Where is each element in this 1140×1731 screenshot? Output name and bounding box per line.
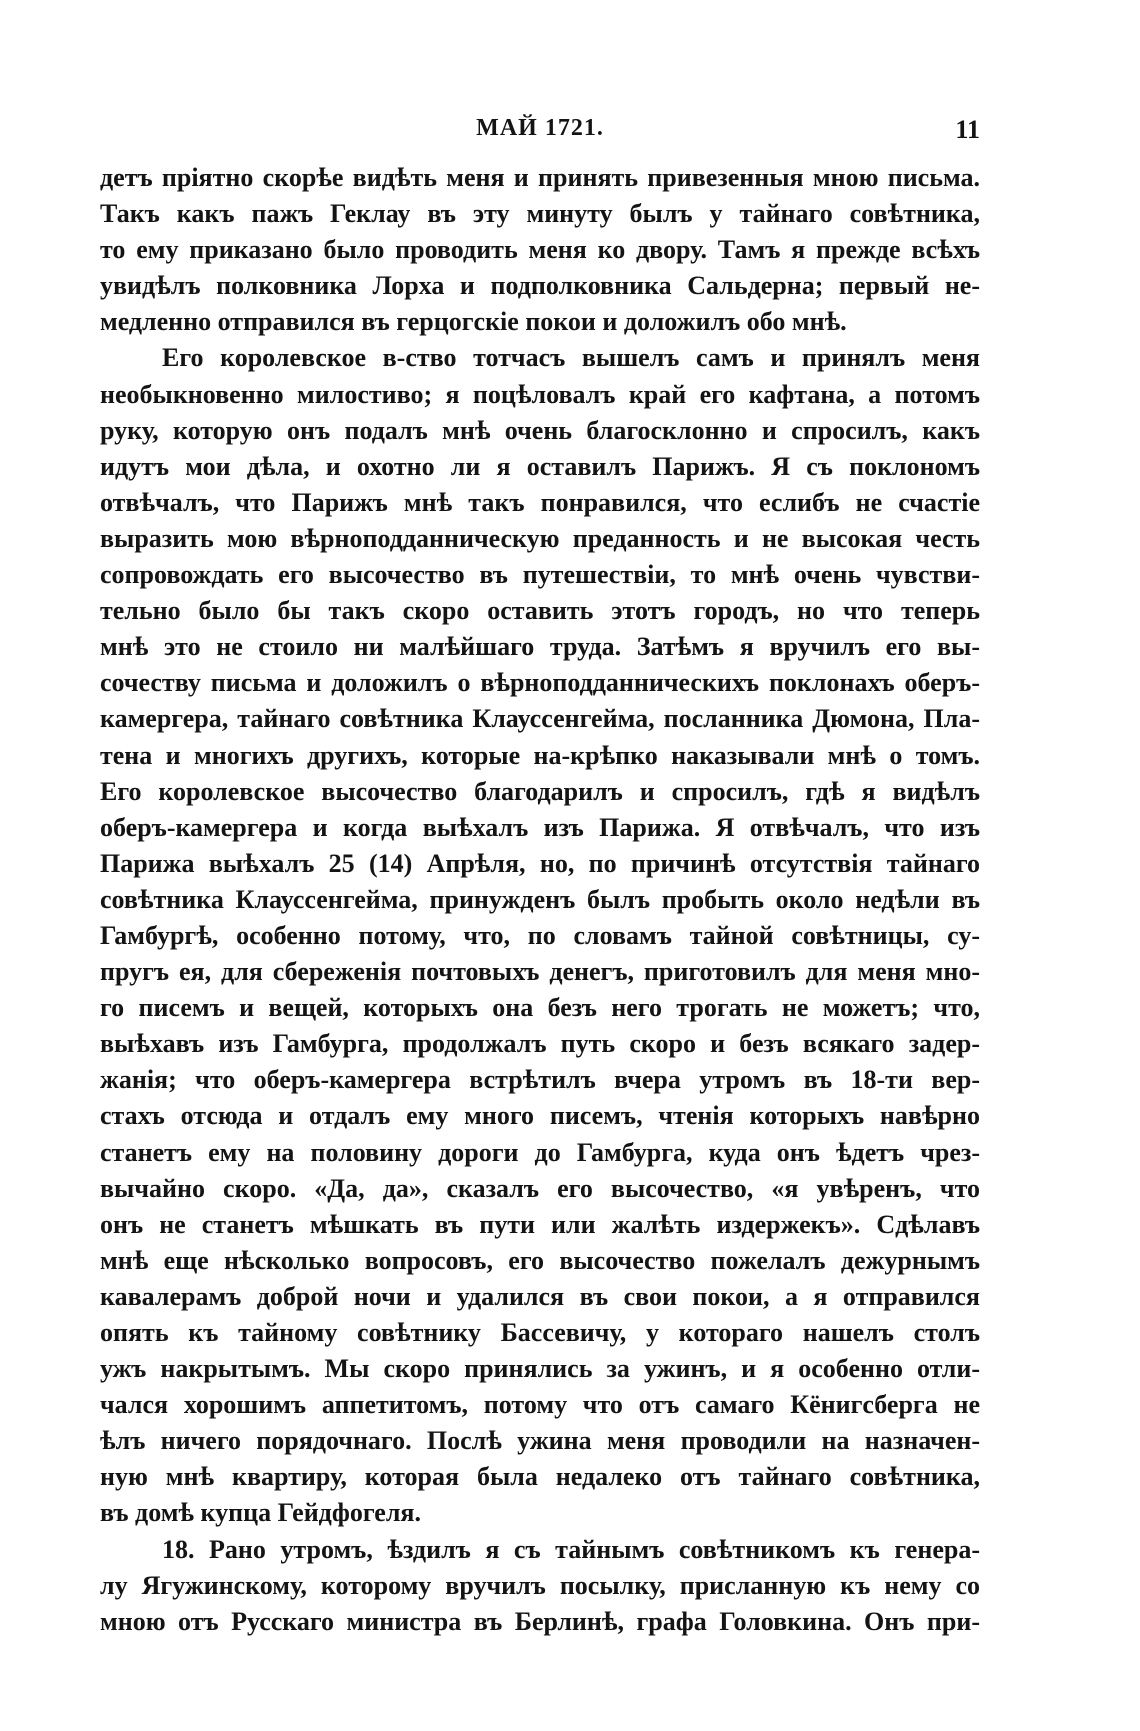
- text-line: Его королевское в-ство тотчасъ вышелъ самъ и принялъ меня: [162, 343, 980, 373]
- text-line: станетъ ему на половину дороги до Гамбурга, куда онъ ѣдетъ чрез-: [100, 1137, 980, 1167]
- text-line: руку, которую онъ подалъ мнѣ очень благосклонно и спросилъ, какъ: [100, 415, 980, 445]
- text-line: ѣлъ ничего порядочнаго. Послѣ ужина меня проводили на назначен-: [100, 1426, 980, 1456]
- text-line: го писемъ и вещей, которыхъ она безъ него трогать не можетъ; что,: [100, 993, 980, 1023]
- text-line: выѣхавъ изъ Гамбурга, продолжалъ путь скоро и безъ всякаго задер-: [100, 1029, 980, 1059]
- text-line: мною отъ Русскаго министра въ Берлинѣ, графа Головкина. Онъ при-: [100, 1606, 980, 1636]
- text-line: мнѣ это не стоило ни малѣйшаго труда. Затѣмъ я вручилъ его вы-: [100, 632, 980, 662]
- text-line: въ домѣ купца Гейдфогеля.: [100, 1498, 421, 1528]
- text-line: тельно было бы такъ скоро оставить этотъ городъ, но что теперь: [100, 596, 980, 626]
- text-line: необыкновенно милостиво; я поцѣловалъ край его кафтана, а потомъ: [100, 379, 980, 409]
- text-line: жанія; что оберъ-камергера встрѣтилъ вчера утромъ въ 18-ти вер-: [100, 1065, 980, 1095]
- text-line: ужъ накрытымъ. Мы скоро принялись за ужинъ, и я особенно отли-: [100, 1354, 980, 1384]
- text-line: ную мнѣ квартиру, которая была недалеко отъ тайнаго совѣтника,: [100, 1462, 980, 1492]
- text-line: мнѣ еще нѣсколько вопросовъ, его высочество пожелалъ дежурнымъ: [100, 1245, 980, 1275]
- text-line: выразить мою вѣрноподданническую преданность и не высокая честь: [100, 523, 980, 553]
- text-line: Такъ какъ пажъ Геклау въ эту минуту былъ у тайнаго совѣтника,: [100, 199, 980, 229]
- page-number: 11: [955, 115, 980, 144]
- text-line: чался хорошимъ аппетитомъ, потому что отъ самаго Кёнигсберга не: [100, 1390, 980, 1420]
- text-line: стахъ отсюда и отдалъ ему много писемъ, чтенія которыхъ навѣрно: [100, 1101, 980, 1131]
- body-text: [100, 160, 980, 1640]
- text-line: камергера, тайнаго совѣтника Клауссенгейма, посланника Дюмона, Пла-: [100, 704, 980, 734]
- text-line: вычайно скоро. «Да, да», сказалъ его высочество, «я увѣренъ, что: [100, 1173, 980, 1203]
- text-line: оберъ-камергера и когда выѣхалъ изъ Парижа. Я отвѣчалъ, что изъ: [100, 812, 980, 842]
- text-line: Его королевское высочество благодарилъ и спросилъ, гдѣ я видѣлъ: [100, 776, 980, 806]
- text-line: то ему приказано было проводить меня ко двору. Тамъ я прежде всѣхъ: [100, 235, 980, 265]
- page-header: [100, 115, 980, 155]
- text-line: увидѣлъ полковника Лорха и подполковника Сальдерна; первый не-: [100, 271, 980, 301]
- text-line: детъ пріятно скорѣе видѣть меня и принять привезенныя мною письма.: [100, 163, 980, 192]
- text-line: Парижа выѣхалъ 25 (14) Апрѣля, но, по причинѣ отсутствія тайнаго: [100, 848, 980, 878]
- text-line: 18. Рано утромъ, ѣздилъ я съ тайнымъ совѣтникомъ къ генера-: [162, 1534, 980, 1564]
- text-line: пругъ ея, для сбереженія почтовыхъ денегъ, приготовилъ для меня мно-: [100, 957, 980, 987]
- text-line: сочеству письма и доложилъ о вѣрноподданническихъ поклонахъ оберъ-: [100, 668, 980, 698]
- text-line: опять къ тайному совѣтнику Бассевичу, у котораго нашелъ столъ: [100, 1318, 980, 1347]
- text-line: лу Ягужинскому, которому вручилъ посылку, присланную къ нему со: [100, 1570, 980, 1600]
- text-line: онъ не станетъ мѣшкать въ пути или жалѣть издержекъ». Сдѣлавъ: [100, 1209, 980, 1239]
- text-line: совѣтника Клауссенгейма, принужденъ былъ пробыть около недѣли въ: [100, 884, 980, 914]
- text-line: Гамбургѣ, особенно потому, что, по словамъ тайной совѣтницы, су-: [100, 920, 980, 950]
- running-head: МАЙ 1721.: [476, 115, 604, 141]
- text-line: медленно отправился въ герцогскіе покои и доложилъ обо мнѣ.: [100, 307, 847, 337]
- text-line: отвѣчалъ, что Парижъ мнѣ такъ понравился, что еслибъ не счастіе: [100, 487, 980, 517]
- text-line: кавалерамъ доброй ночи и удалился въ свои покои, а я отправился: [100, 1281, 980, 1311]
- text-line: сопровождать его высочество въ путешествіи, то мнѣ очень чувстви-: [100, 560, 980, 590]
- text-line: тена и многихъ другихъ, которые на-крѣпко наказывали мнѣ о томъ.: [100, 740, 980, 770]
- text-line: идутъ мои дѣла, и охотно ли я оставилъ Парижъ. Я съ поклономъ: [100, 451, 980, 481]
